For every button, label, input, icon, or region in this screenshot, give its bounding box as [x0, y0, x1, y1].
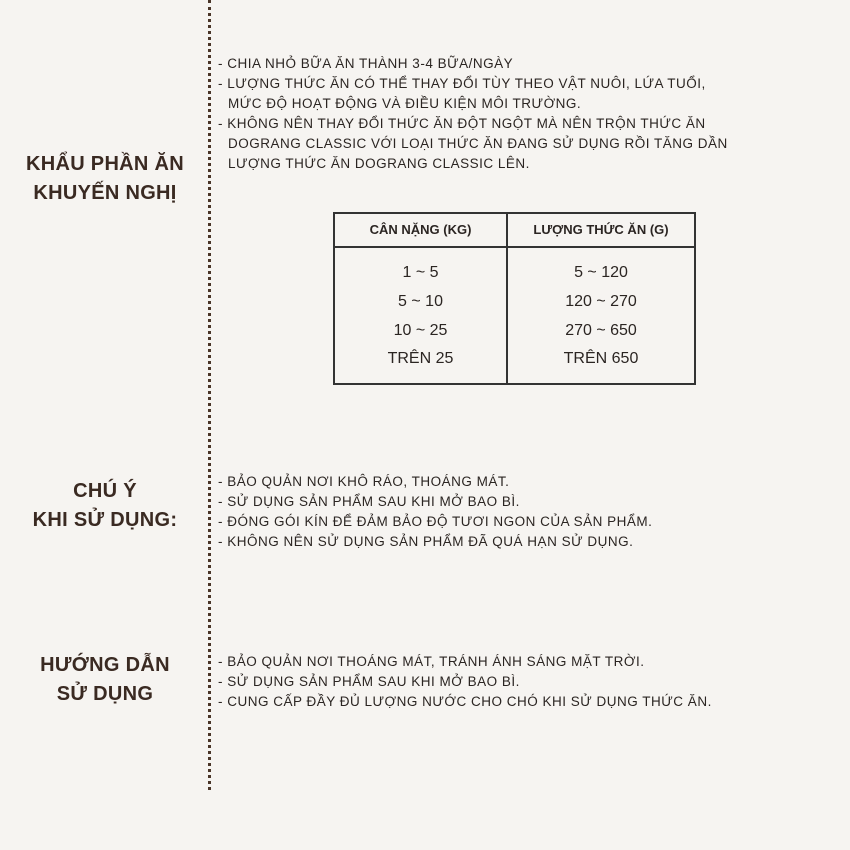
table-cell: 270 ~ 650 [565, 322, 637, 339]
list-item: - KHÔNG NÊN SỬ DỤNG SẢN PHẨM ĐÃ QUÁ HẠN SỬ DỤNG. [218, 534, 634, 549]
guide-list [218, 652, 712, 712]
guide-title-line1: HƯỚNG DẪN [40, 654, 170, 676]
list-item: - ĐÓNG GÓI KÍN ĐỂ ĐẢM BẢO ĐỘ TƯƠI NGON CỦA SẢN PHẨM. [218, 514, 653, 529]
table-cell: 5 ~ 10 [398, 293, 443, 310]
table-cell: 120 ~ 270 [565, 293, 637, 310]
list-item: - CUNG CẤP ĐẦY ĐỦ LƯỢNG NƯỚC CHO CHÓ KHI SỬ DỤNG THỨC ĂN. [218, 694, 712, 709]
guide-title-line2: SỬ DỤNG [56, 683, 154, 705]
caution-title-line2: KHI SỬ DỤNG: [32, 509, 178, 531]
feeding-title-line1: KHẨU PHẦN ĂN [25, 153, 185, 175]
feeding-section-title [10, 150, 200, 208]
table-cell: TRÊN 25 [387, 350, 454, 367]
table-header-weight: CÂN NẶNG (KG) [369, 222, 472, 237]
list-item: LƯỢNG THỨC ĂN DOGRANG CLASSIC LÊN. [228, 156, 530, 171]
table-cell: 1 ~ 5 [402, 264, 439, 281]
feeding-list [218, 54, 728, 174]
list-item: - CHIA NHỎ BỮA ĂN THÀNH 3-4 BỮA/NGÀY [218, 56, 514, 71]
dotted-divider [208, 0, 211, 790]
feeding-table [333, 212, 696, 385]
table-header-amount: LƯỢNG THỨC ĂN (G) [533, 222, 669, 237]
list-item: MỨC ĐỘ HOẠT ĐỘNG VÀ ĐIỀU KIỆN MÔI TRƯỜNG. [228, 96, 582, 111]
list-item: - BẢO QUẢN NƠI THOÁNG MÁT, TRÁNH ÁNH SÁNG MẶT TRỜI. [218, 654, 645, 669]
table-cell: 10 ~ 25 [393, 322, 448, 339]
caution-section-title [10, 477, 200, 535]
list-item: - SỬ DỤNG SẢN PHẨM SAU KHI MỞ BAO BÌ. [218, 674, 520, 689]
list-item: - BẢO QUẢN NƠI KHÔ RÁO, THOÁNG MÁT. [218, 474, 510, 489]
guide-section-title [10, 651, 200, 709]
table-header-divider [335, 246, 694, 248]
list-item: - SỬ DỤNG SẢN PHẨM SAU KHI MỞ BAO BÌ. [218, 494, 520, 509]
list-item: - LƯỢNG THỨC ĂN CÓ THỂ THAY ĐỔI TÙY THEO VẬT NUÔI, LỨA TUỔI, [218, 76, 706, 91]
list-item: DOGRANG CLASSIC VỚI LOẠI THỨC ĂN ĐANG SỬ DỤNG RỒI TĂNG DẦN [228, 136, 728, 151]
caution-list [218, 472, 652, 552]
caution-title-line1: CHÚ Ý [73, 480, 137, 502]
table-cell: 5 ~ 120 [574, 264, 628, 281]
feeding-title-line2: KHUYẾN NGHỊ [33, 182, 177, 204]
table-cell: TRÊN 650 [563, 350, 639, 367]
list-item: - KHÔNG NÊN THAY ĐỔI THỨC ĂN ĐỘT NGỘT MÀ NÊN TRỘN THỨC ĂN [218, 116, 706, 131]
